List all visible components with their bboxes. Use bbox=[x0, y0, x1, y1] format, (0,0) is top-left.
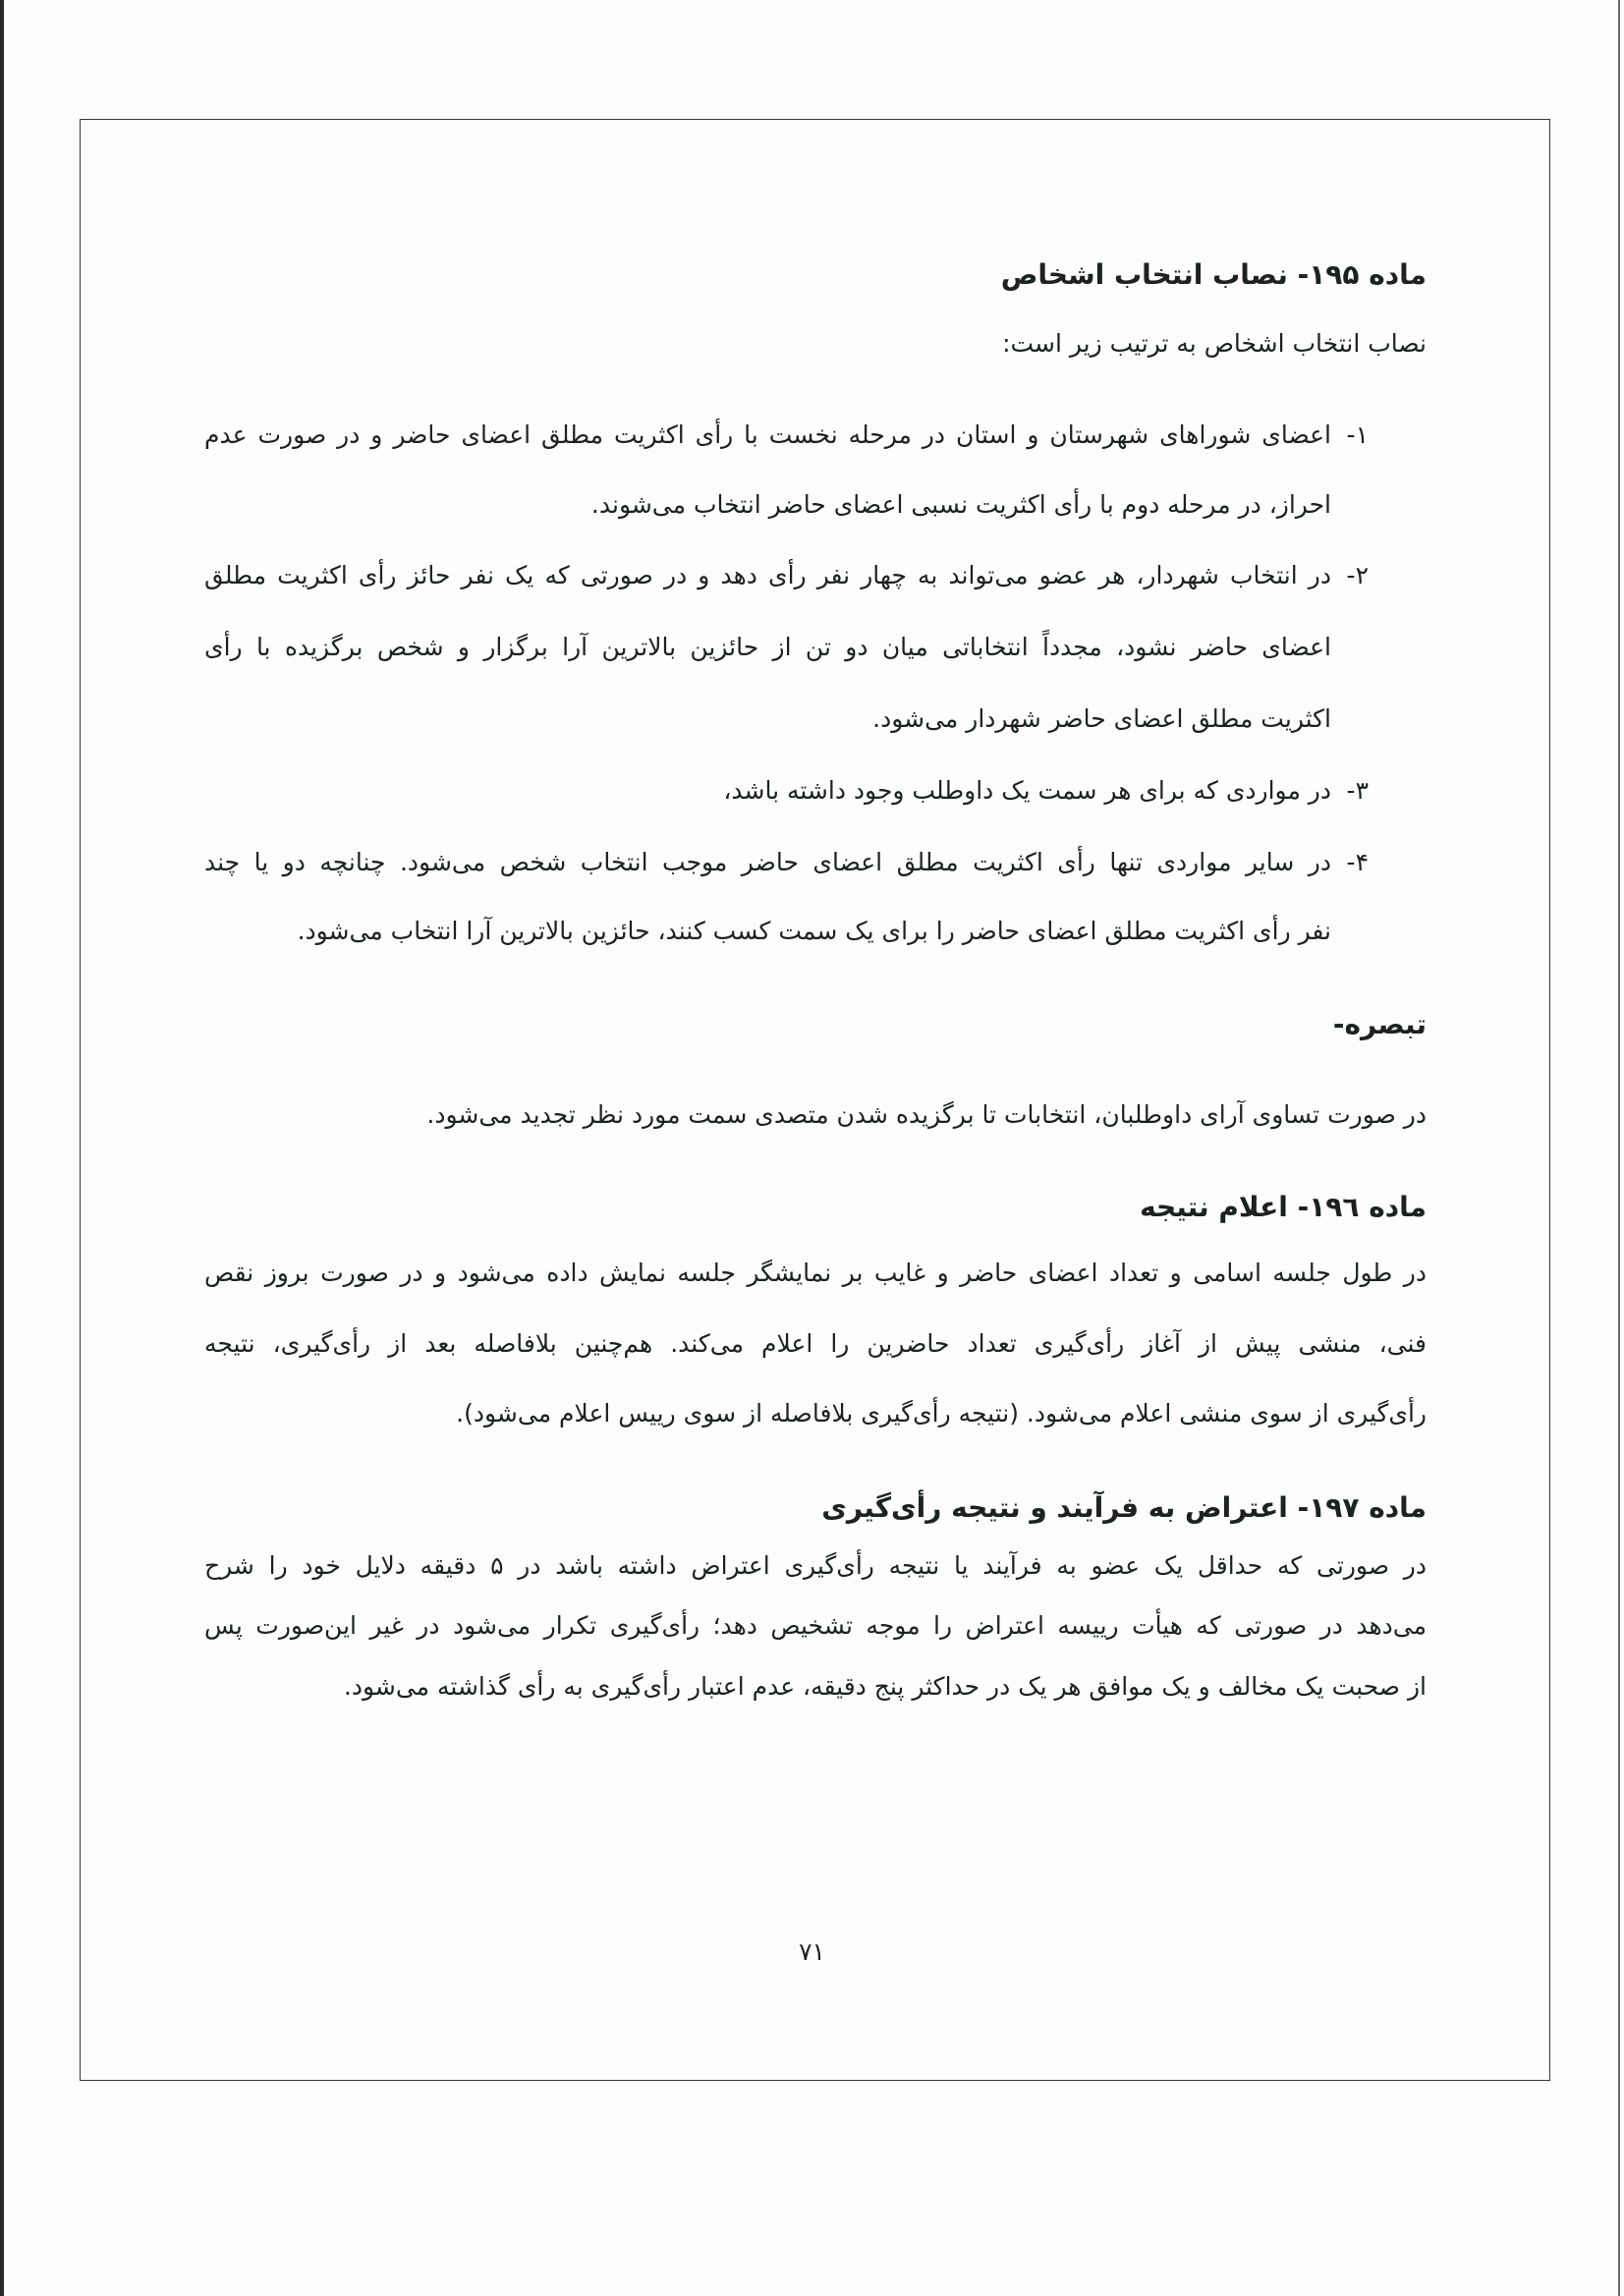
item-2-line-3: اکثریت مطلق اعضای حاضر شهردار می‌شود. bbox=[872, 704, 1331, 733]
page-number: ۷۱ bbox=[799, 1937, 825, 1966]
article-195-intro: نصاب انتخاب اشخاص به ترتیب زیر است: bbox=[1002, 329, 1427, 358]
article-197-line-3: از صحبت یک مخالف و یک موافق هر یک در حداکثر پنج دقیقه، عدم اعتبار رأی‌گیری به رأی گذاشته می‌شود. bbox=[343, 1672, 1427, 1701]
item-2-line-2: اعضای حاضر نشود، مجدداً انتخاباتی میان دو تن از حائزین بالاترین آرا برگزار و شخص برگزیده با رأی bbox=[204, 633, 1331, 661]
item-4-line-1: در سایر مواردی تنها رأی اکثریت مطلق اعضای حاضر موجب انتخاب شخص می‌شود. چنانچه دو یا چند bbox=[204, 848, 1331, 876]
item-3-line-1: در مواردی که برای هر سمت یک داوطلب وجود داشته باشد، bbox=[723, 776, 1331, 805]
item-1-number: ۱- bbox=[1346, 420, 1369, 449]
article-197-heading: ماده ۱۹۷- اعتراض به فرآیند و نتیجه رأی‌گیری bbox=[821, 1491, 1427, 1524]
article-196-line-1: در طول جلسه اسامی و تعداد اعضای حاضر و غایب بر نمایشگر جلسه نمایش داده می‌شود و در صورت بروز نقص bbox=[204, 1259, 1427, 1287]
item-4-number: ۴- bbox=[1346, 848, 1369, 876]
item-2-line-1: در انتخاب شهردار، هر عضو می‌تواند به چهار نفر رأی دهد و در صورتی که یک نفر حائز رأی اکثریت مطلق bbox=[204, 561, 1331, 589]
article-196-line-2: فنی، منشی پیش از آغاز رأی‌گیری تعداد حاضرین را اعلام می‌کند. هم‌چنین بلافاصله بعد از رأی‌گیری، نتیجه bbox=[204, 1329, 1427, 1358]
article-196-heading: ماده ۱۹٦- اعلام نتیجه bbox=[1140, 1191, 1427, 1223]
article-195-heading: ماده ۱۹۵- نصاب انتخاب اشخاص bbox=[1000, 258, 1427, 291]
item-1-line-2: احراز، در مرحله دوم با رأی اکثریت نسبی اعضای حاضر انتخاب می‌شوند. bbox=[590, 490, 1331, 519]
article-197-line-2: می‌دهد در صورتی که هیأت رییسه اعتراض را موجه تشخیص دهد؛ رأی‌گیری تکرار می‌شود در غیر این‌صورت پس bbox=[204, 1611, 1427, 1640]
item-3-number: ۳- bbox=[1346, 776, 1369, 805]
item-1-line-1: اعضای شوراهای شهرستان و استان در مرحله نخست با رأی اکثریت مطلق اعضای حاضر و در صورت عدم bbox=[204, 420, 1331, 449]
item-4-line-2: نفر رأی اکثریت مطلق اعضای حاضر را برای یک سمت کسب کنند، حائزین بالاترین آرا انتخاب می‌شود. bbox=[297, 917, 1331, 945]
note-heading: تبصره- bbox=[1332, 1008, 1427, 1040]
note-text: در صورت تساوی آرای داوطلبان، انتخابات تا برگزیده شدن متصدی سمت مورد نظر تجدید می‌شود. bbox=[426, 1100, 1427, 1129]
article-196-line-3: رأی‌گیری از سوی منشی اعلام می‌شود. (نتیجه رأی‌گیری بلافاصله از سوی رییس اعلام می‌شود). bbox=[456, 1399, 1427, 1428]
item-2-number: ۲- bbox=[1346, 561, 1369, 589]
article-197-line-1: در صورتی که حداقل یک عضو به فرآیند یا نتیجه رأی‌گیری اعتراض داشته باشد در ۵ دقیقه دلایل خود را شرح bbox=[204, 1551, 1427, 1580]
